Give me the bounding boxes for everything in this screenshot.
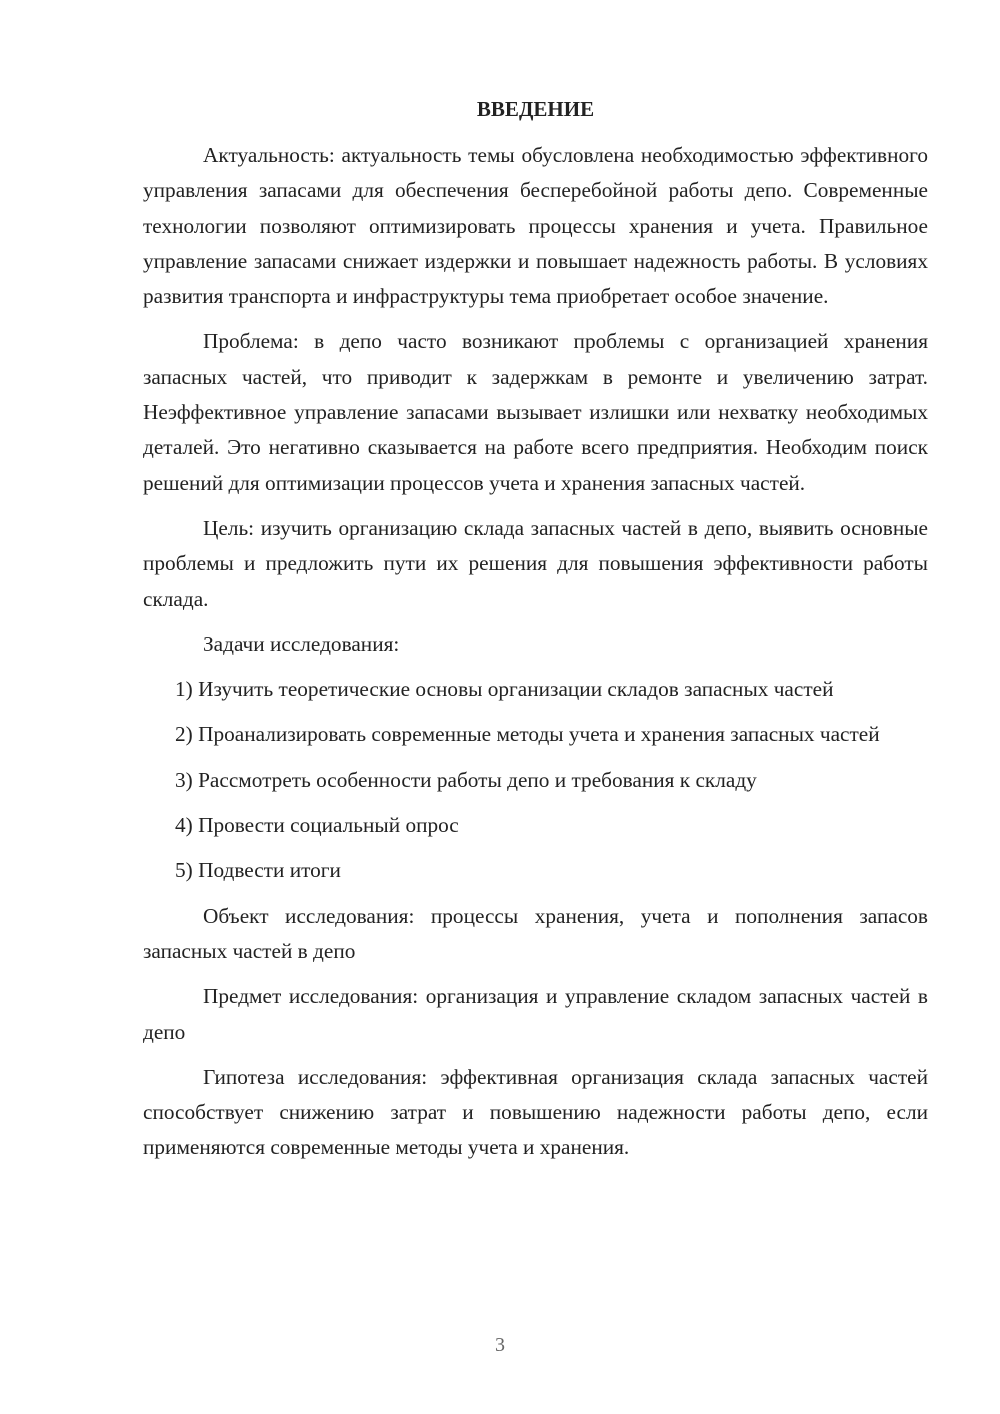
task-item-4: 4) Провести социальный опрос [175, 813, 459, 838]
paragraph-subject: Предмет исследования: организация и управление складом запасных частей в депо [143, 984, 928, 1044]
paragraph-relevance: Актуальность: актуальность темы обусловлена необходимостью эффективного управления запасами для обеспечения бесперебойной работы депо. Современные технологии позволяют оптимизировать процессы хранения и учета. Правильное управление запасами снижает издержки и повышает надежность работы. В условиях развития транспорта и инфраструктуры тема приобретает особое значение. [143, 143, 928, 309]
page-content [143, 94, 928, 1176]
paragraph-goal: Цель: изучить организацию склада запасных частей в депо, выявить основные проблемы и предложить пути их решения для повышения эффективности работы склада. [143, 515, 928, 611]
task-item-1: 1) Изучить теоретические основы организации складов запасных частей [175, 677, 834, 702]
task-item-3: 3) Рассмотреть особенности работы депо и требования к складу [175, 767, 757, 792]
task-item-2: 2) Проанализировать современные методы учета и хранения запасных частей [175, 722, 880, 747]
task-item-5: 5) Подвести итоги [175, 858, 341, 883]
section-title: ВВЕДЕНИЕ [476, 97, 595, 121]
page-number: 3 [495, 1334, 505, 1356]
paragraph-tasks-heading: Задачи исследования: [203, 631, 400, 656]
paragraph-hypothesis: Гипотеза исследования: эффективная организация склада запасных частей способствует снижению затрат и повышению надежности работы депо, если применяются современные методы учета и хранения. [143, 1064, 928, 1160]
paragraph-object: Объект исследования: процессы хранения, учета и пополнения запасов запасных частей в депо [143, 903, 928, 963]
paragraph-problem: Проблема: в депо часто возникают проблемы с организацией хранения запасных частей, что приводит к задержкам в ремонте и увеличению затрат. Неэффективное управление запасами вызывает излишки или нехватку необходимых деталей. Это негативно сказывается на работе всего предприятия. Необходим поиск решений для оптимизации процессов учета и хранения запасных частей. [143, 329, 928, 495]
